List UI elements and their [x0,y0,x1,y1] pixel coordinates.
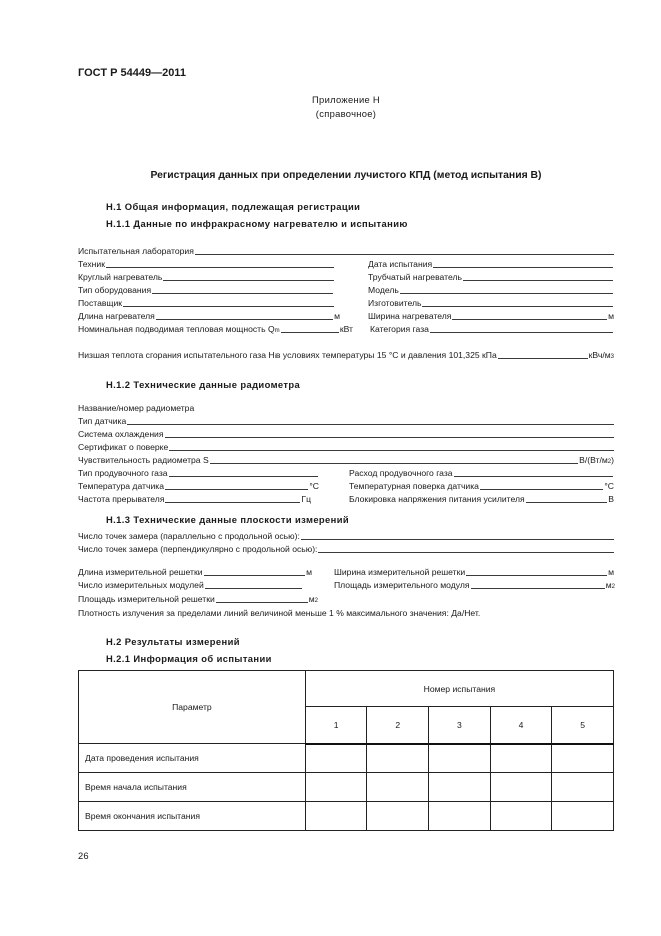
table-test-number-header: Номер испытания [305,671,613,707]
field-model-line[interactable] [400,293,613,294]
field-grid-area-line[interactable] [216,602,308,603]
table-cell[interactable] [305,773,367,802]
table-cell[interactable] [305,802,367,831]
page-number: 26 [78,850,89,861]
field-technician [78,260,335,269]
field-tube-heater-line[interactable] [463,280,613,281]
field-sensor-temp-check-line[interactable] [480,489,603,490]
document-code: ГОСТ Р 54449—2011 [78,67,186,79]
field-radiometer-sensitivity-line[interactable] [210,463,578,464]
field-radiometer-sensitivity-unit: В/(Вт/м [579,455,608,465]
field-grid-width-unit: м [608,567,614,577]
table-cell[interactable] [490,744,552,773]
table-cell[interactable] [429,773,491,802]
field-manufacturer [368,299,614,308]
field-equipment-type-line[interactable] [152,293,333,294]
field-amplifier-block-line[interactable] [526,502,608,503]
field-heat-value-conditions: в условиях температуры 15 °С и давления 101,325 кПа [275,350,497,360]
field-rated-power [78,325,353,334]
field-amplifier-block [349,495,614,504]
field-cooling-system-line[interactable] [165,437,614,438]
table-param-header: Параметр [79,671,306,744]
field-heater-length-line[interactable] [156,319,333,320]
field-purge-gas-flow-line[interactable] [454,476,613,477]
section-h21-heading: Н.2.1 Информация об испытании [106,653,272,664]
table-col-3: 3 [429,707,491,744]
table-cell[interactable] [429,802,491,831]
field-sensor-temperature-unit: °С [309,481,319,491]
field-rated-power-line[interactable] [281,332,339,333]
field-manufacturer-label: Изготовитель [368,298,422,308]
field-radiometer-sensitivity-unit-sup: 2 [607,458,612,465]
table-row-label: Время окончания испытания [79,802,306,831]
table-cell[interactable] [490,802,552,831]
field-rated-power-unit: кВт [339,324,353,334]
field-sensor-temperature-line[interactable] [165,489,308,490]
field-lab-line[interactable] [195,254,614,255]
field-heater-width-unit: м [608,311,614,321]
field-grid-area [78,595,318,604]
field-test-date-line[interactable] [433,267,613,268]
field-radiometer-name [78,404,258,413]
field-gas-category-label: Категория газа [370,324,429,334]
section-h1-heading: Н.1 Общая информация, подлежащая регистрации [106,201,361,212]
table-cell[interactable] [429,744,491,773]
field-radiometer-sensitivity-unit-close: ) [611,455,614,465]
field-test-date-label: Дата испытания [368,259,433,269]
field-sensor-type [78,417,615,426]
field-sensor-temp-check-unit: °С [604,481,614,491]
field-points-perpendicular [78,545,615,554]
field-radiation-density-label: Плотность излучения за пределами линий величиной меньше 1 % максимального значения: Да/Нет. [78,608,481,618]
table-row [79,802,614,831]
table-row-label: Время начала испытания [79,773,306,802]
field-grid-width-label: Ширина измерительной решетки [334,567,466,577]
field-module-count-label: Число измерительных модулей [78,580,204,590]
field-radiometer-name-label: Название/номер радиометра [78,403,195,413]
field-technician-label: Техник [78,259,105,269]
section-h13-heading: Н.1.3 Технические данные плоскости измерений [106,514,350,525]
field-purge-gas-type-line[interactable] [169,476,318,477]
field-module-area-label: Площадь измерительного модуля [334,580,470,590]
main-title: Регистрация данных при определении лучистого КПД (метод испытания В) [150,170,542,181]
field-radiometer-sensitivity-label: Чувствительность радиометра S [78,455,209,465]
field-heater-length-unit: м [334,311,340,321]
field-calibration-cert [78,443,615,452]
table-row-label: Дата проведения испытания [79,744,306,773]
field-sensor-temperature-label: Температура датчика [78,481,164,491]
field-lab-label: Испытательная лаборатория [78,246,194,256]
table-col-5: 5 [552,707,614,744]
field-points-perpendicular-line[interactable] [318,552,614,553]
table-cell[interactable] [367,744,429,773]
field-lab [78,247,615,256]
table-cell[interactable] [367,802,429,831]
test-info-table [78,670,614,831]
field-cooling-system-label: Система охлаждения [78,429,164,439]
field-calibration-cert-line[interactable] [169,450,614,451]
field-gas-category-line[interactable] [430,332,613,333]
field-cooling-system [78,430,615,439]
field-heat-value [78,351,614,360]
field-rated-power-subscript: m [274,327,280,334]
field-grid-length-label: Длина измерительной решетки [78,567,203,577]
field-purge-gas-flow [349,469,614,478]
field-heat-value-unit-sup: 3 [610,353,614,360]
field-heater-width-label: Ширина нагревателя [368,311,452,321]
field-points-parallel [78,532,615,541]
field-equipment-type [78,286,334,295]
table-cell[interactable] [305,744,367,773]
field-amplifier-block-unit: В [608,494,614,504]
field-supplier [78,299,335,308]
field-sensor-temp-check [349,482,614,491]
table-row [79,773,614,802]
field-round-heater [78,273,335,282]
field-rated-power-label: Номинальная подводимая тепловая мощность Q [78,324,275,334]
field-radiation-density [78,609,618,618]
field-amplifier-block-label: Блокировка напряжения питания усилителя [349,494,525,504]
field-grid-area-unit: м [308,594,315,604]
table-cell[interactable] [552,744,614,773]
section-h12-heading: Н.1.2 Технические данные радиометра [106,379,301,390]
field-chopper-frequency-line[interactable] [165,502,300,503]
field-equipment-type-label: Тип оборудования [78,285,152,295]
field-technician-line[interactable] [106,267,334,268]
appendix-note: (справочное) [315,108,377,119]
field-grid-width-line[interactable] [466,575,607,576]
section-h2-heading: Н.2 Результаты измерений [106,636,240,647]
table-col-2: 2 [367,707,429,744]
field-sensor-type-label: Тип датчика [78,416,127,426]
field-supplier-line[interactable] [123,306,334,307]
field-heat-value-unit: кВч/м [588,350,611,360]
field-module-area-line[interactable] [471,588,605,589]
field-round-heater-line[interactable] [163,280,334,281]
field-round-heater-label: Круглый нагреватель [78,272,163,282]
field-module-area [334,581,615,590]
field-heat-value-line[interactable] [498,358,588,359]
field-points-parallel-label: Число точек замера (параллельно с продольной осью): [78,531,300,541]
field-heater-width [368,312,614,321]
field-heat-value-label: Низшая теплота сгорания испытательного газа H [78,350,275,360]
field-chopper-frequency [78,495,311,504]
field-chopper-frequency-label: Частота прерывателя [78,494,165,504]
field-manufacturer-line[interactable] [422,306,613,307]
field-module-count-line[interactable] [205,588,302,589]
field-points-parallel-line[interactable] [301,539,614,540]
field-module-area-unit: м [605,580,612,590]
field-test-date [368,260,614,269]
field-grid-area-unit-sup: 2 [314,597,318,604]
field-heat-value-subscript: i [274,353,276,360]
table-col-4: 4 [490,707,552,744]
field-chopper-frequency-unit: Гц [301,494,311,504]
field-grid-length [78,568,312,577]
field-purge-gas-flow-label: Расход продувочного газа [349,468,453,478]
field-heater-length [78,312,340,321]
field-grid-area-label: Площадь измерительной решетки [78,594,215,604]
field-tube-heater-label: Трубчатый нагреватель [368,272,462,282]
field-points-perpendicular-label: Число точек замера (перпендикулярно с продольной осью): [78,544,318,554]
field-sensor-type-line[interactable] [127,424,614,425]
section-h11-heading: Н.1.1 Данные по инфракрасному нагревателю и испытанию [106,218,408,229]
field-heater-width-line[interactable] [452,319,607,320]
table-cell[interactable] [552,802,614,831]
field-calibration-cert-label: Сертификат о поверке [78,442,169,452]
field-module-area-unit-sup: 2 [611,583,615,590]
field-tube-heater [368,273,614,282]
field-radiometer-sensitivity [78,456,614,465]
field-model-label: Модель [368,285,399,295]
field-grid-length-line[interactable] [204,575,306,576]
table-cell[interactable] [552,773,614,802]
field-gas-category [370,325,614,334]
field-model [368,286,614,295]
table-row [79,744,614,773]
table-cell[interactable] [367,773,429,802]
appendix-title: Приложение Н [312,94,380,105]
field-module-count [78,581,303,590]
field-sensor-temperature [78,482,319,491]
field-purge-gas-type-label: Тип продувочного газа [78,468,168,478]
field-supplier-label: Поставщик [78,298,123,308]
table-cell[interactable] [490,773,552,802]
table-col-1: 1 [305,707,367,744]
field-sensor-temp-check-label: Температурная поверка датчика [349,481,479,491]
field-purge-gas-type [78,469,319,478]
field-grid-length-unit: м [306,567,312,577]
field-grid-width [334,568,614,577]
field-heater-length-label: Длина нагревателя [78,311,155,321]
